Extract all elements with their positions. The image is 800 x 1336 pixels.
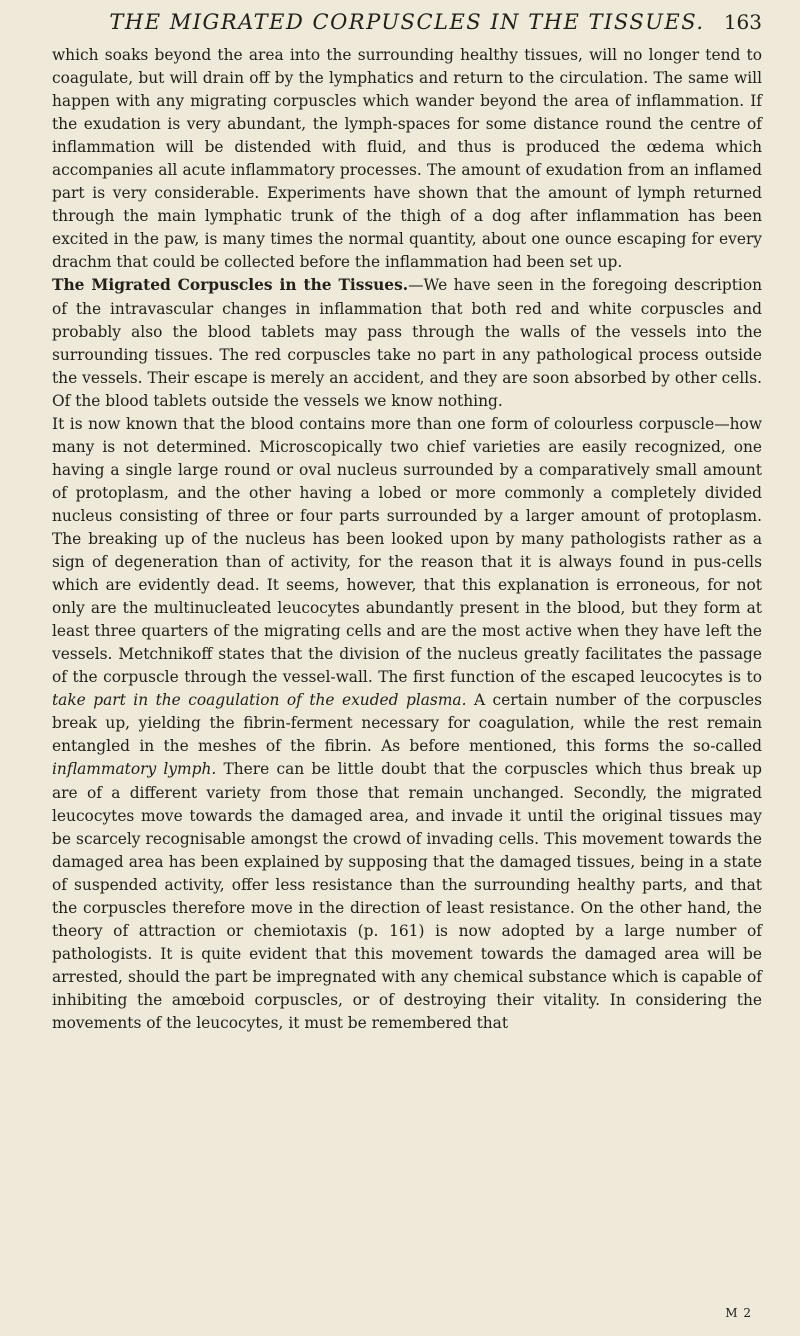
paragraph [52,413,762,1035]
paragraph [52,44,762,274]
text-run: It is now known that the blood contains more than one form of colourless corpuscle—how many is not determined. Microscopically two chief varieties are easily recognized, one having a single large round or oval nucleus surrounded by a comparatively small amount of protoplasm, and the other having a lobed or more commonly a completely divided nucleus consisting of three or four parts surrounded by a larger amount of protoplasm. The breaking up of the nucleus has been looked upon by many pathologists rather as a sign of degeneration than of activity, for the reason that it is always found in pus-cells which are evidently dead. It seems, however, that this explanation is erroneous, for not only are the multinucleated leucocytes abundantly present in the blood, but they form at least three quarters of the migrating cells and are the most active when they have left the vessels. Metchnikoff states that the division of the nucleus greatly facilitates the passage of the corpuscle through the vessel-wall. The first function of the escaped leucocytes is to [52,414,762,687]
text-run: —We have seen in the foregoing description of the intravascular changes in inflammation that both red and white corpuscles and probably also the blood tablets may pass through the walls of the vessels into the surrounding tissues. The red corpuscles take no part in any pathological process outside the vessels. Their escape is merely an accident, and they are soon absorbed by other cells. Of the blood tablets outside the vessels we know nothing. [52,276,762,410]
section-heading: The Migrated Corpuscles in the Tissues. [52,276,409,295]
italic-phrase: take part in the coagulation of the exuded plasma. [52,691,467,710]
body-text [52,44,762,1035]
printer-signature: M 2 [725,1306,752,1320]
text-run: There can be little doubt that the corpuscles which thus break up are of a different variety from those that remain unchanged. Secondly, the migrated leucocytes move towards the damaged area, and invade it until the original tissues may be scarcely recognisable amongst the crowd of invading cells. This movement towards the damaged area has been explained by supposing that the damaged tissues, being in a state of suspended activity, offer less resistance than the surrounding healthy parts, and that the corpuscles therefore move in the direction of least resistance. On the other hand, the theory of attraction or chemiotaxis (p. 161) is now adopted by a large number of pathologists. It is quite evident that this movement towards the damaged area will be arrested, should the part be impregnated with any chemical substance which is capable of inhibiting the amœboid corpuscles, or of destroying their vitality. In considering the movements of the leucocytes, it must be remembered that [52,760,762,1032]
italic-phrase: inflammatory lymph. [52,760,217,779]
running-head [52,0,762,44]
text-run: which soaks beyond the area into the surrounding healthy tissues, will no longer tend to coagulate, but will drain off by the lymphatics and return to the circulation. The same will happen with any migrating corpuscles which wander beyond the area of inflammation. If the exudation is very abundant, the lymph-spaces for some distance round the centre of inflammation will be distended with fluid, and thus is produced the œdema which accompanies all acute inflammatory processes. The amount of exudation from an inflamed part is very considerable. Experiments have shown that the amount of lymph returned through the main lymphatic trunk of the thigh of a dog after inflammation has been excited in the paw, is many times the normal quantity, about one ounce escaping for every drachm that could be collected before the inflammation had been set up. [52,46,762,272]
running-title: THE MIGRATED CORPUSCLES IN THE TISSUES. [109,10,705,34]
text-run: A certain number of the corpuscles break up, yielding the fibrin-ferment necessary for coagulation, while the rest remain entangled in the meshes of the fibrin. As before mentioned, this forms the so-called [52,691,762,756]
paragraph [52,274,762,412]
page-number: 163 [723,10,762,34]
